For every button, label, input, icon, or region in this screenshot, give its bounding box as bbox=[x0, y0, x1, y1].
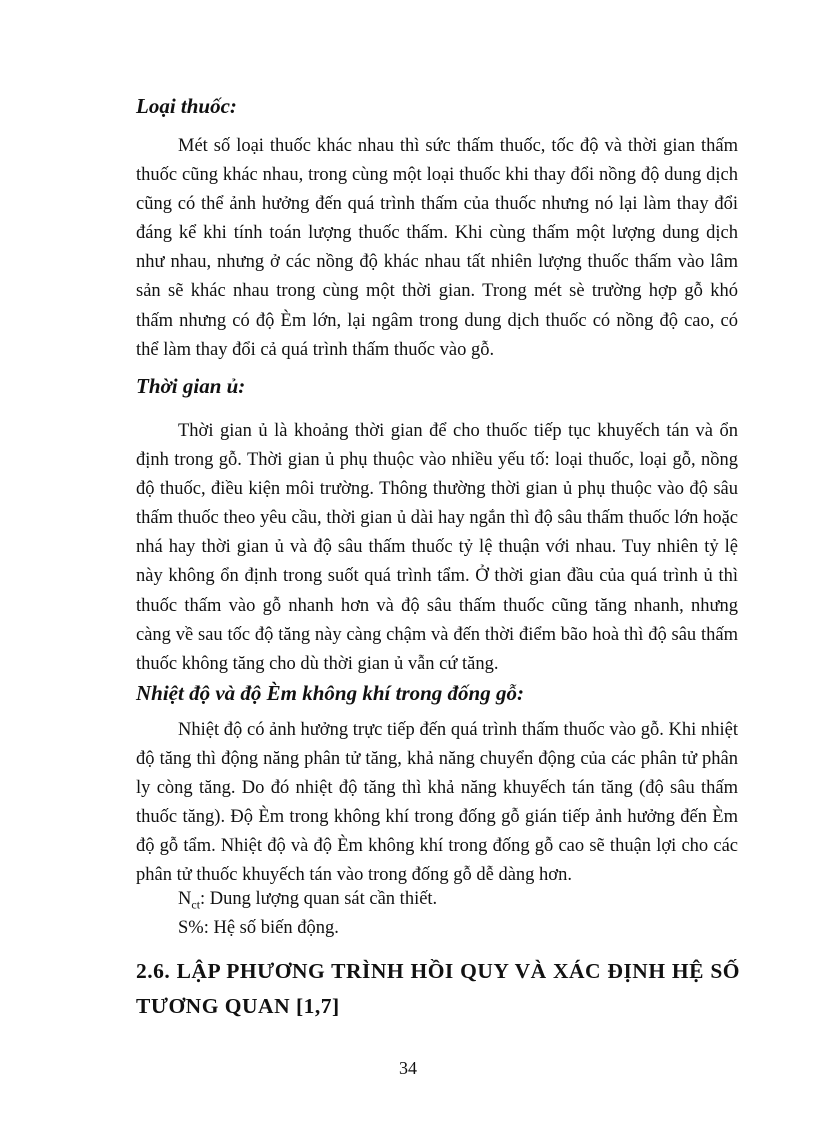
note-nct-subscript: ct bbox=[191, 897, 201, 912]
note-nct-symbol: N bbox=[178, 889, 192, 909]
note-nct bbox=[178, 889, 437, 913]
paragraph-nhiet-do-do-am: Nhiệt độ có ảnh hưởng trực tiếp đến quá trình thấm thuốc vào gỗ. Khi nhiệt độ tăng thì động năng phân tử tăng, khả năng chuyển động của các phân tử phân ly còng tăng. Do đó nhiệt độ tăng thì khả năng khuyếch tán tăng (độ sâu thấm thuốc tăng). Độ Èm trong không khí trong đống gỗ gián tiếp ảnh hưởng đến Èm độ gỗ tẩm. Nhiệt độ và độ Èm không khí trong đống gỗ cao sẽ thuận lợi cho các phân tử thuốc khuyếch tán vào trong đống gỗ dễ dàng hơn. bbox=[136, 720, 738, 886]
paragraph-thoi-gian-u: Thời gian ủ là khoảng thời gian để cho thuốc tiếp tục khuyếch tán và ổn định trong gỗ. Thời gian ủ phụ thuộc vào nhiều yếu tố: loại thuốc, loại gỗ, nồng độ thuốc, điều kiện môi trường. Thông thường thời gian ủ phụ thuộc vào độ sâu thấm thuốc theo yêu cầu, thời gian ủ dài hay ngắn thì độ sâu thấm thuốc lớn hoặc nhá hay thời gian ủ và độ sâu thấm thuốc tỷ lệ thuận với nhau. Tuy nhiên tỷ lệ này không ổn định trong suốt quá trình tẩm. Ở thời gian đầu của quá trình ủ thì thuốc thấm vào gỗ nhanh hơn và độ sâu thấm thuốc cũng tăng nhanh, nhưng càng về sau tốc độ tăng này càng chậm và đến thời điểm bão hoà thì độ sâu thấm thuốc không tăng cho dù thời gian ủ vẫn cứ tăng. bbox=[136, 421, 738, 674]
note-nct-text: : Dung lượng quan sát cần thiết. bbox=[200, 889, 438, 909]
heading-loai-thuoc: Loại thuốc: bbox=[136, 94, 237, 118]
paragraph-loai-thuoc: Mét số loại thuốc khác nhau thì sức thấm thuốc, tốc độ và thời gian thấm thuốc cũng khác nhau, trong cùng một loại thuốc khi thay đổi nồng độ dung dịch cũng có thể ảnh hưởng đến quá trình thấm của thuốc nhưng nó lại làm thay đổi đáng kể khi tính toán lượng thuốc thấm. Khi cùng thấm một lượng dung dịch như nhau, nhưng ở các nồng độ khác nhau tất nhiên lượng thuốc thấm vào lâm sản sẽ khác nhau trong cùng một thời gian. Trong mét sè trường hợp gỗ khó thấm nhưng có độ Èm lớn, lại ngâm trong dung dịch thuốc có nồng độ cao, có thể làm thay đổi cả quá trình thấm thuốc vào gỗ. bbox=[136, 136, 738, 360]
heading-thoi-gian-u: Thời gian ủ: bbox=[136, 374, 246, 398]
heading-nhiet-do-do-am: Nhiệt độ và độ Èm không khí trong đống gỗ: bbox=[136, 681, 524, 705]
section-title: 2.6. LẬP PHƯƠNG TRÌNH HỒI QUY VÀ XÁC ĐỊNH HỆ SỐ TƯƠNG QUAN [1,7] bbox=[136, 959, 740, 1018]
note-s-percent bbox=[178, 918, 339, 939]
note-s-text: : Hệ số biến động. bbox=[203, 918, 339, 938]
note-s-symbol: S% bbox=[178, 918, 204, 938]
page-number: 34 bbox=[399, 1058, 417, 1078]
